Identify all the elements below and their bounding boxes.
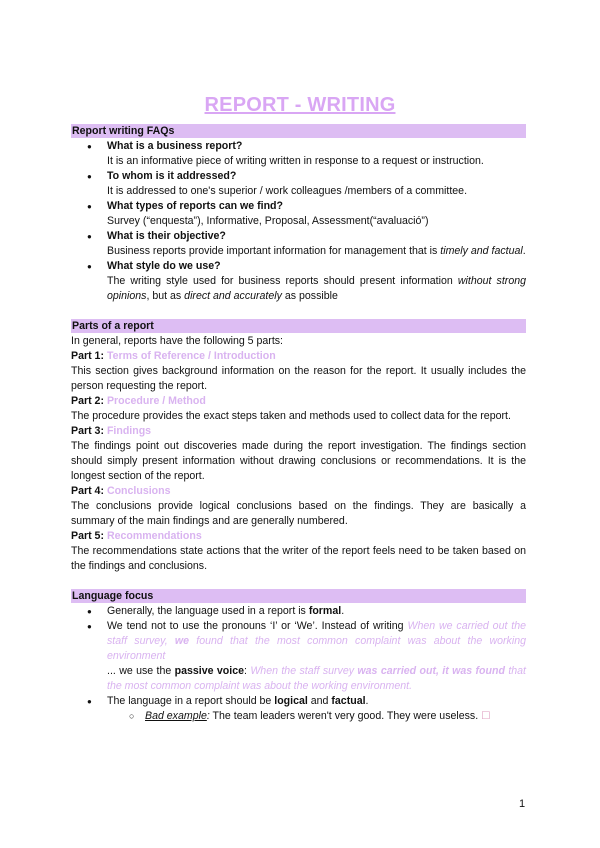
example-text: When the staff survey (250, 665, 358, 677)
example-bold: was carried out, it was found (357, 665, 505, 677)
checkbox-icon: ☐ (481, 710, 491, 722)
part-description: This section gives background information on the reason for the report. It usually includes the person requesting the report. (71, 365, 526, 392)
faq-question: ● What types of reports can we find? (107, 200, 283, 212)
part-name: Findings (106, 425, 152, 437)
part-heading (71, 424, 526, 439)
example-text: When we carried out the staff survey, (107, 620, 526, 647)
faq-item (71, 229, 526, 259)
language-bold: factual (331, 695, 366, 707)
faq-item (71, 199, 526, 229)
faq-heading: Report writing FAQs (71, 124, 526, 138)
language-text: : (206, 710, 210, 722)
faq-answer-text: as possible (281, 290, 338, 302)
language-item (71, 604, 526, 619)
faq-item (71, 259, 526, 304)
faq-question: ● What is a business report? (107, 140, 243, 152)
language-item (71, 619, 526, 694)
language-example-active (107, 619, 526, 664)
part-label: Part 1: (71, 350, 104, 362)
language-heading: Language focus (71, 589, 526, 603)
language-list (71, 604, 526, 709)
faq-answer (107, 274, 526, 304)
document-content (71, 124, 526, 724)
part-heading (71, 349, 526, 364)
language-text: and (307, 695, 332, 707)
example-text: found that the most common complaint was about the working environment (107, 635, 526, 662)
faq-answer: It is addressed to one's superior / work colleagues /members of a committee. (107, 185, 468, 197)
faq-answer-text: . (522, 245, 526, 257)
example-text: that the most common complaint was about the working environment. (107, 665, 526, 692)
faq-answer: Survey (“enquesta”), Informative, Proposal, Assessment(“avaluació”) (107, 215, 429, 227)
faq-question: ● To whom is it addressed? (107, 170, 237, 182)
language-bold: passive voice (174, 665, 244, 677)
language-text: : (244, 665, 251, 677)
parts-intro: In general, reports have the following 5 parts: (71, 335, 283, 347)
faq-question: ● What is their objective? (107, 230, 226, 242)
faq-answer-emphasis: timely and factual (440, 245, 523, 257)
language-text: . (365, 695, 369, 707)
part-label: Part 4: (71, 485, 104, 497)
faq-item (71, 139, 526, 169)
part-name: Terms of Reference / Introduction (106, 350, 276, 362)
language-text: ... we use the (107, 665, 175, 677)
language-bold: logical (274, 695, 308, 707)
part-name: Conclusions (106, 485, 171, 497)
faq-answer: It is an informative piece of writing written in response to a request or instruction. (107, 155, 484, 167)
part-description: The conclusions provide logical conclusions based on the findings. They are basically a summary of the main findings and are generally numbered. (71, 500, 526, 527)
part-label: Part 3: (71, 425, 104, 437)
faq-answer-text: The writing style used for business reports should present information (107, 275, 458, 287)
part-name: Recommendations (106, 530, 202, 542)
faq-answer-emphasis: direct and accurately (184, 290, 282, 302)
part-description: The procedure provides the exact steps taken and methods used to collect data for the report. (71, 410, 511, 422)
part-name: Procedure / Method (106, 395, 206, 407)
language-text: We tend not to use the pronouns ‘I’ or ‘We’. Instead of writing (107, 620, 408, 632)
example-bold: we (174, 635, 190, 647)
faq-list (71, 139, 526, 304)
language-sublist (71, 709, 526, 724)
part-description: The findings point out discoveries made during the report investigation. The findings section should simply present information without drawing conclusions or recommendations. It is the longest section of the report. (71, 440, 526, 482)
bad-example-label: Bad example (145, 710, 207, 722)
part-description: The recommendations state actions that the writer of the report feels need to be taken based on the findings and conclusions. (71, 545, 526, 572)
page-number: 1 (519, 798, 526, 810)
part-heading (71, 484, 526, 499)
part-label: Part 5: (71, 530, 104, 542)
bad-example-text: The team leaders weren't very good. They were useless. (209, 710, 482, 722)
faq-item (71, 169, 526, 199)
part-label: Part 2: (71, 395, 104, 407)
language-text: Generally, the language used in a report is (107, 605, 309, 617)
language-text: . (341, 605, 345, 617)
language-example-passive (107, 664, 526, 694)
faq-answer-text: Business reports provide important information for management that is (107, 245, 441, 257)
faq-answer-emphasis: without strong opinions (107, 275, 526, 302)
faq-answer (107, 244, 526, 259)
parts-heading: Parts of a report (71, 319, 526, 333)
language-item (71, 694, 526, 709)
language-bold: formal (308, 605, 342, 617)
bad-example-item (71, 709, 526, 724)
language-text: The language in a report should be (107, 695, 275, 707)
document-title: REPORT - WRITING (204, 94, 396, 116)
faq-question: ● What style do we use? (107, 260, 221, 272)
part-heading (71, 529, 526, 544)
part-heading (71, 394, 526, 409)
faq-answer-text: , but as (146, 290, 185, 302)
